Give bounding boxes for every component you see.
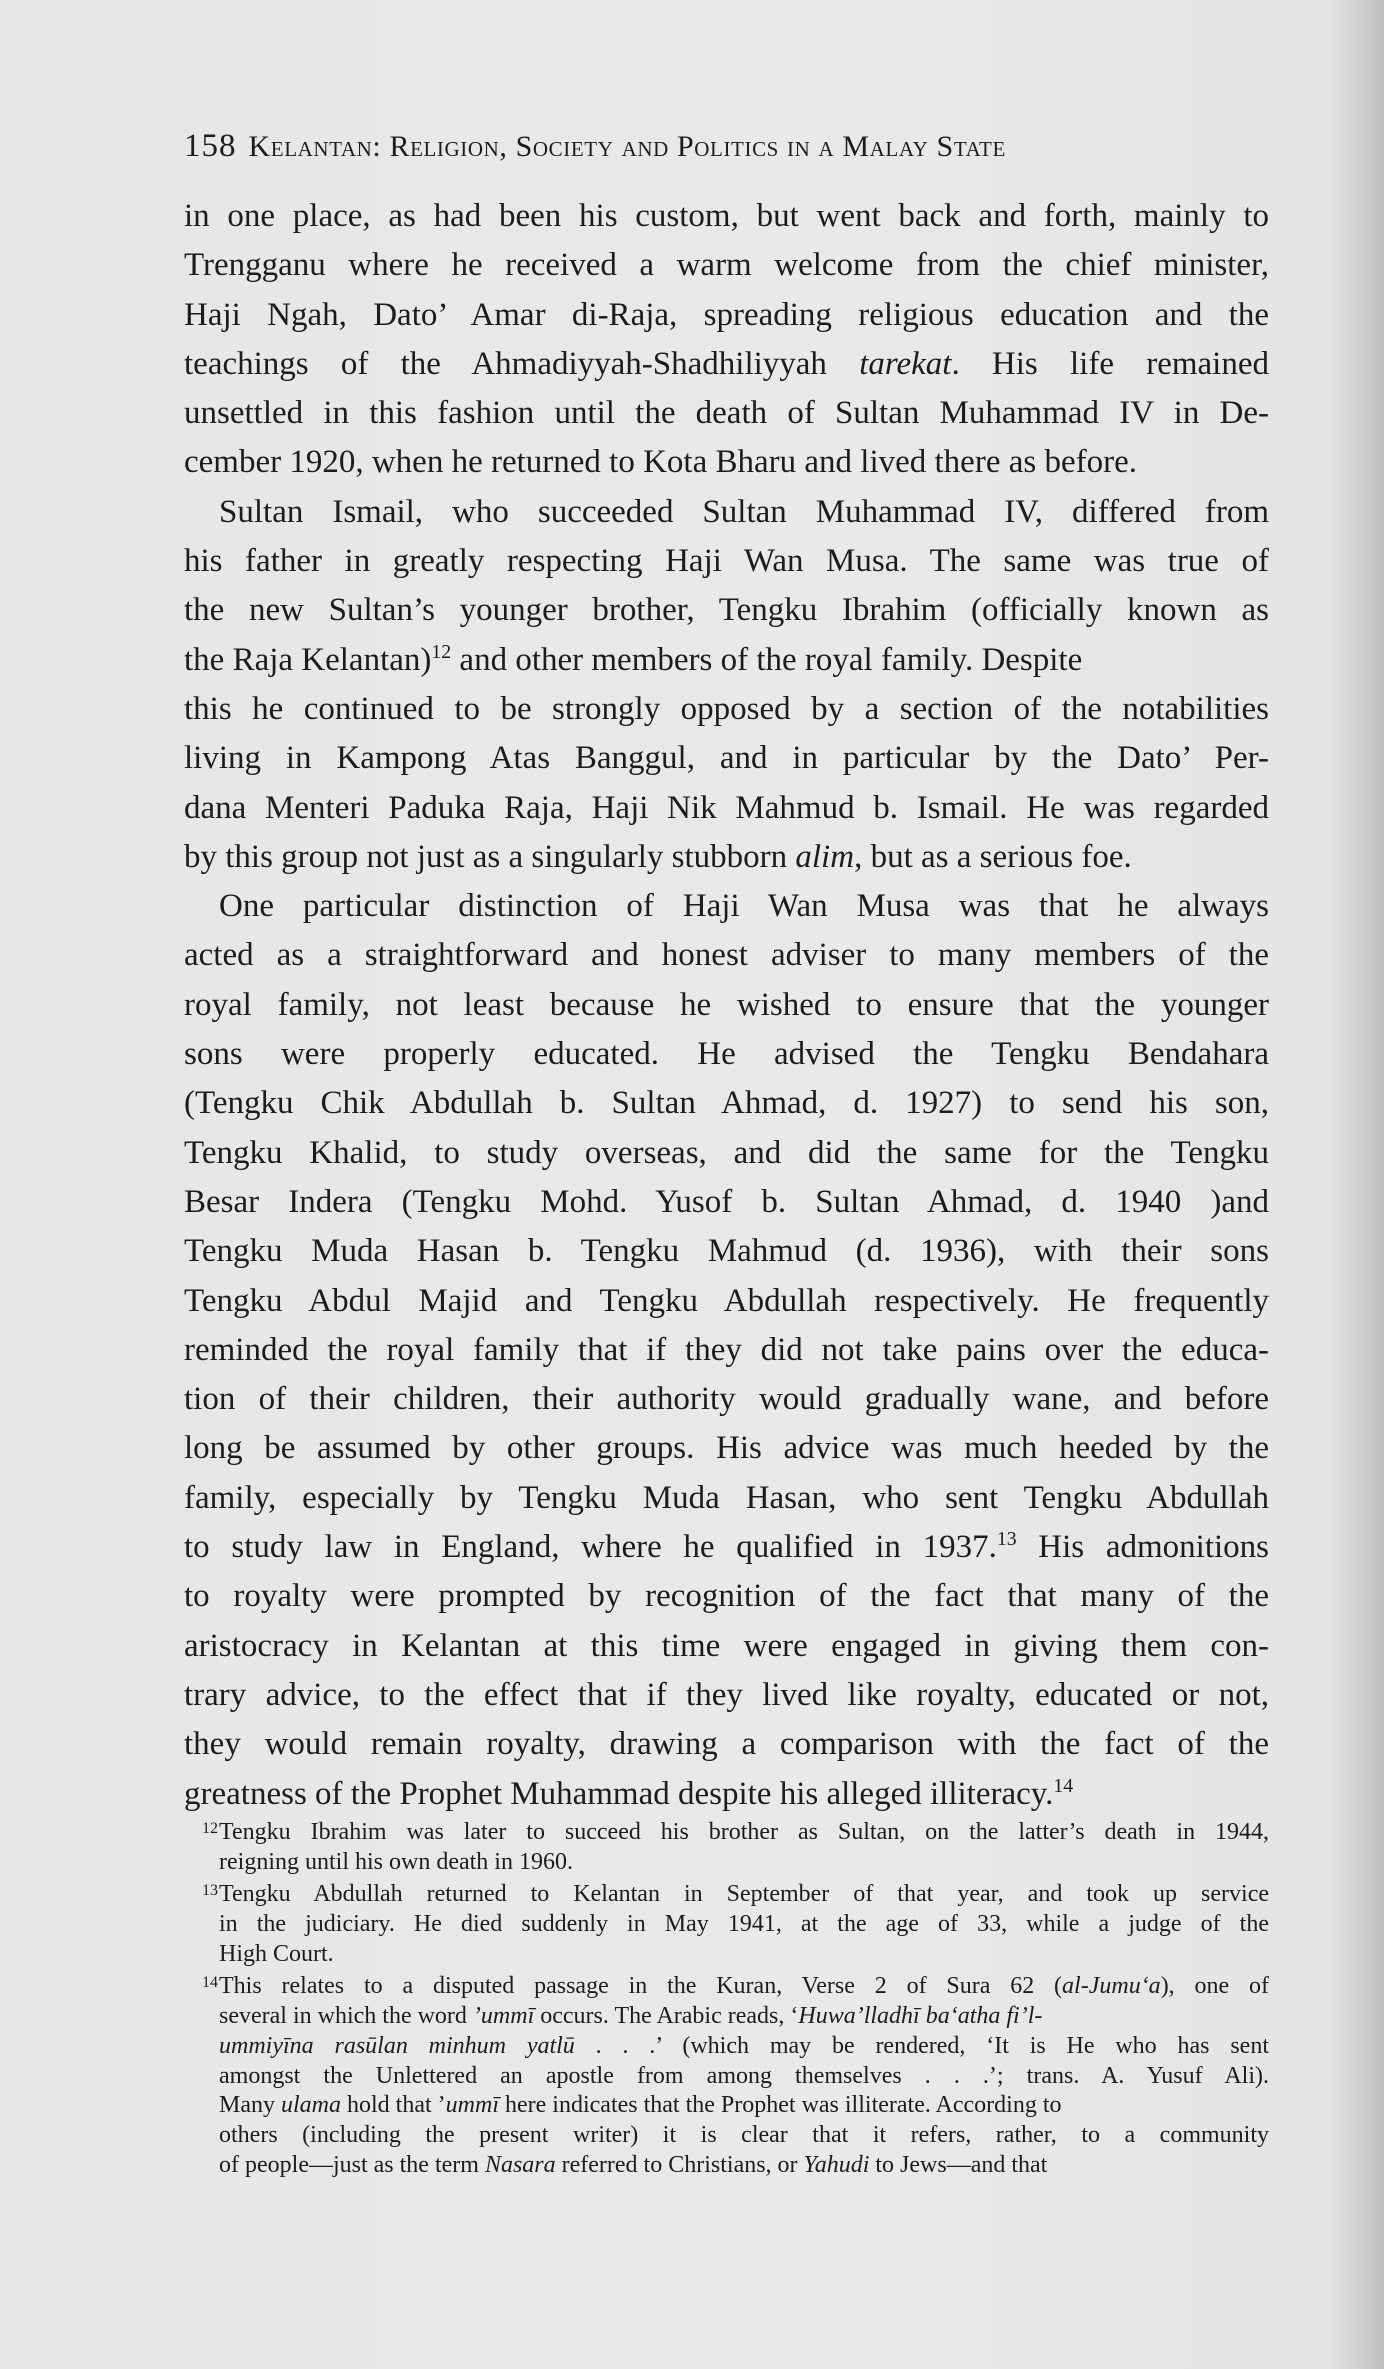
- body-line: [184, 1129, 1269, 1178]
- text-run: One particular distinction of Haji Wan Musa was that he always: [219, 888, 1269, 925]
- text-run: and other members of the royal family. Despite: [451, 641, 1083, 678]
- footnote-line: [219, 1818, 1269, 1848]
- footnote-line: [219, 2121, 1269, 2151]
- text-run: long be assumed by other groups. His advice was much heeded by the: [184, 1430, 1269, 1467]
- text-run: Besar Indera (Tengku Mohd. Yusof b. Sultan Ahmad, d. 1940 )and: [184, 1183, 1269, 1220]
- body-line: [184, 1474, 1269, 1523]
- italic-text: ’ummī: [472, 2003, 535, 2030]
- text-run: Trengganu where he received a warm welcome from the chief minister,: [184, 247, 1269, 284]
- text-run: High Court.: [219, 1940, 334, 1967]
- body-line: [184, 1277, 1269, 1326]
- body-line: [184, 1227, 1269, 1276]
- text-run: reigning until his own death in 1960.: [219, 1848, 573, 1875]
- text-run: in one place, as had been his custom, but went back and forth, mainly to: [184, 198, 1269, 234]
- text-run: Tengku Muda Hasan b. Tengku Mahmud (d. 1936), with their sons: [184, 1233, 1269, 1270]
- footnote: [202, 1880, 1269, 1969]
- footnote-line: [219, 2002, 1269, 2032]
- text-run: acted as a straightforward and honest adviser to many members of the: [184, 937, 1269, 974]
- text-run: they would remain royalty, drawing a comparison with the fact of the: [184, 1726, 1269, 1763]
- body-line: [184, 438, 1269, 487]
- text-run: teachings of the Ahmadiyyah-Shadhiliyyah: [184, 345, 860, 382]
- italic-text: alim: [795, 838, 855, 875]
- text-run: sons were properly educated. He advised the Tengku Bendahara: [184, 1036, 1269, 1073]
- italic-text: Huwa’lladhī ba‘atha fi’l-: [798, 2003, 1043, 2030]
- text-run: tion of their children, their authority would gradually wane, and before: [184, 1381, 1269, 1418]
- text-run: unsettled in this fashion until the death of Sultan Muhammad IV in De-: [184, 395, 1269, 432]
- body-line: [184, 1079, 1269, 1128]
- footnote-line: [219, 1880, 1269, 1910]
- body-line: [184, 1770, 1269, 1819]
- text-run: Tengku Ibrahim was later to succeed his brother as Sultan, on the latter’s death in 1944,: [219, 1819, 1269, 1845]
- body-line: [184, 1671, 1269, 1720]
- running-header: [184, 128, 1006, 165]
- footnote-number: 12: [202, 1820, 218, 1837]
- text-run: referred to Christians, or: [555, 2151, 804, 2178]
- footnote-line: [219, 2032, 1269, 2062]
- text-run: dana Menteri Paduka Raja, Haji Nik Mahmud b. Ismail. He was regarded: [184, 789, 1269, 826]
- footnote-line: [219, 1972, 1269, 2002]
- text-run: ), one of: [1160, 1973, 1269, 2000]
- text-run: Sultan Ismail, who succeeded Sultan Muhammad IV, differed from: [219, 493, 1269, 530]
- text-run: the Raja Kelantan): [184, 641, 432, 678]
- body-line: [184, 931, 1269, 980]
- footnote-reference: 12: [431, 640, 452, 663]
- text-run: hold that ’: [341, 2092, 446, 2119]
- text-run: . . .’ (which may be rendered, ‘It is He who has sent: [574, 2032, 1269, 2059]
- body-line: [184, 784, 1269, 833]
- body-line: [184, 1424, 1269, 1473]
- footnote-number: 13: [202, 1882, 218, 1900]
- body-line: [184, 1622, 1269, 1671]
- body-line: [184, 586, 1269, 635]
- body-line: [184, 1572, 1269, 1621]
- body-line: [184, 981, 1269, 1030]
- text-run: . His life remained: [951, 345, 1269, 382]
- text-run: This relates to a disputed passage in the Kuran, Verse 2 of Sura 62 (: [219, 1973, 1063, 2000]
- running-title: Kelantan: Religion, Society and Politics in a Malay State: [248, 130, 1006, 163]
- italic-text: Nasara: [484, 2151, 556, 2178]
- text-run: family, especially by Tengku Muda Hasan, who sent Tengku Abdullah: [184, 1479, 1269, 1516]
- footnote-line: [219, 1910, 1269, 1940]
- italic-text: ummī: [445, 2092, 499, 2119]
- italic-text: ummiyīna rasūlan minhum yatlū: [219, 2032, 575, 2059]
- italic-text: tarekat: [859, 345, 952, 382]
- text-run: occurs. The Arabic reads, ‘: [534, 2003, 799, 2030]
- text-run: reminded the royal family that if they did not take pains over the educa-: [184, 1331, 1269, 1368]
- body-line: [184, 833, 1269, 882]
- body-line: [184, 636, 1269, 685]
- footnote-line: [219, 2091, 1269, 2121]
- text-run: greatness of the Prophet Muhammad despite his alleged illiteracy.: [184, 1775, 1054, 1812]
- body-line: [184, 537, 1269, 586]
- footnote-reference: 14: [1053, 1774, 1074, 1797]
- italic-text: ulama: [281, 2092, 341, 2119]
- body-line: [184, 389, 1269, 438]
- text-run: aristocracy in Kelantan at this time were engaged in giving them con-: [184, 1627, 1269, 1664]
- text-run: Tengku Khalid, to study overseas, and did the same for the Tengku: [184, 1134, 1269, 1171]
- footnote-line: [219, 2062, 1269, 2092]
- text-run: (Tengku Chik Abdullah b. Sultan Ahmad, d. 1927) to send his son,: [184, 1085, 1269, 1122]
- body-line: [184, 1375, 1269, 1424]
- footnote: [202, 1818, 1269, 1877]
- footnotes: [202, 1818, 1269, 2183]
- text-run: to royalty were prompted by recognition of the fact that many of the: [184, 1578, 1269, 1615]
- text-run: others (including the present writer) it is clear that it refers, rather, to a community: [219, 2121, 1269, 2148]
- text-run: the new Sultan’s younger brother, Tengku Ibrahim (officially known as: [184, 592, 1269, 629]
- text-run: Haji Ngah, Dato’ Amar di-Raja, spreading religious education and the: [184, 296, 1269, 333]
- page-number: 158: [184, 128, 237, 164]
- body-line: [184, 340, 1269, 389]
- body-line: [184, 1523, 1269, 1572]
- text-run: royal family, not least because he wished to ensure that the younger: [184, 986, 1269, 1023]
- body-line: [184, 1030, 1269, 1079]
- text-run: this he continued to be strongly opposed by a section of the notabilities: [184, 690, 1269, 727]
- text-run: here indicates that the Prophet was illiterate. According to: [499, 2092, 1062, 2119]
- body-text: [184, 192, 1269, 1819]
- text-run: living in Kampong Atas Banggul, and in particular by the Dato’ Per-: [184, 740, 1269, 777]
- text-run: of people—just as the term: [219, 2151, 485, 2178]
- text-run: in the judiciary. He died suddenly in May 1941, at the age of 33, while a judge of the: [219, 1911, 1269, 1938]
- footnote-number: 14: [202, 1974, 218, 1992]
- text-run: amongst the Unlettered an apostle from among themselves . . .’; trans. A. Yusuf Ali).: [219, 2062, 1269, 2089]
- footnote-line: [219, 1848, 1269, 1878]
- body-line: [184, 1720, 1269, 1769]
- body-line: [184, 1178, 1269, 1227]
- footnote: [202, 1972, 1269, 2180]
- footnote-line: [219, 1940, 1269, 1970]
- body-line: [184, 241, 1269, 290]
- text-run: Tengku Abdullah returned to Kelantan in September of that year, and took up service: [219, 1881, 1269, 1908]
- text-run: to Jews—and that: [869, 2151, 1048, 2178]
- text-run: His admonitions: [1016, 1529, 1269, 1566]
- italic-text: al-Jumu‘a: [1062, 1973, 1161, 2000]
- body-line: [184, 685, 1269, 734]
- text-run: several in which the word: [219, 2003, 473, 2030]
- body-line: [184, 1326, 1269, 1375]
- text-run: by this group not just as a singularly stubborn: [184, 838, 796, 875]
- body-line: [184, 291, 1269, 340]
- text-run: to study law in England, where he qualified in 1937.: [184, 1529, 997, 1566]
- footnote-line: [219, 2151, 1269, 2181]
- text-run: his father in greatly respecting Haji Wan Musa. The same was true of: [184, 543, 1269, 580]
- text-run: , but as a serious foe.: [854, 838, 1132, 875]
- text-run: Tengku Abdul Majid and Tengku Abdullah respectively. He frequently: [184, 1282, 1269, 1319]
- body-line: [184, 488, 1269, 537]
- body-line: [184, 734, 1269, 783]
- text-run: trary advice, to the effect that if they lived like royalty, educated or not,: [184, 1676, 1269, 1713]
- text-run: Many: [219, 2092, 281, 2119]
- body-line: [184, 882, 1269, 931]
- italic-text: Yahudi: [803, 2151, 870, 2178]
- text-run: cember 1920, when he returned to Kota Bharu and lived there as before.: [184, 444, 1137, 481]
- footnote-reference: 13: [996, 1528, 1017, 1551]
- body-line: [184, 192, 1269, 241]
